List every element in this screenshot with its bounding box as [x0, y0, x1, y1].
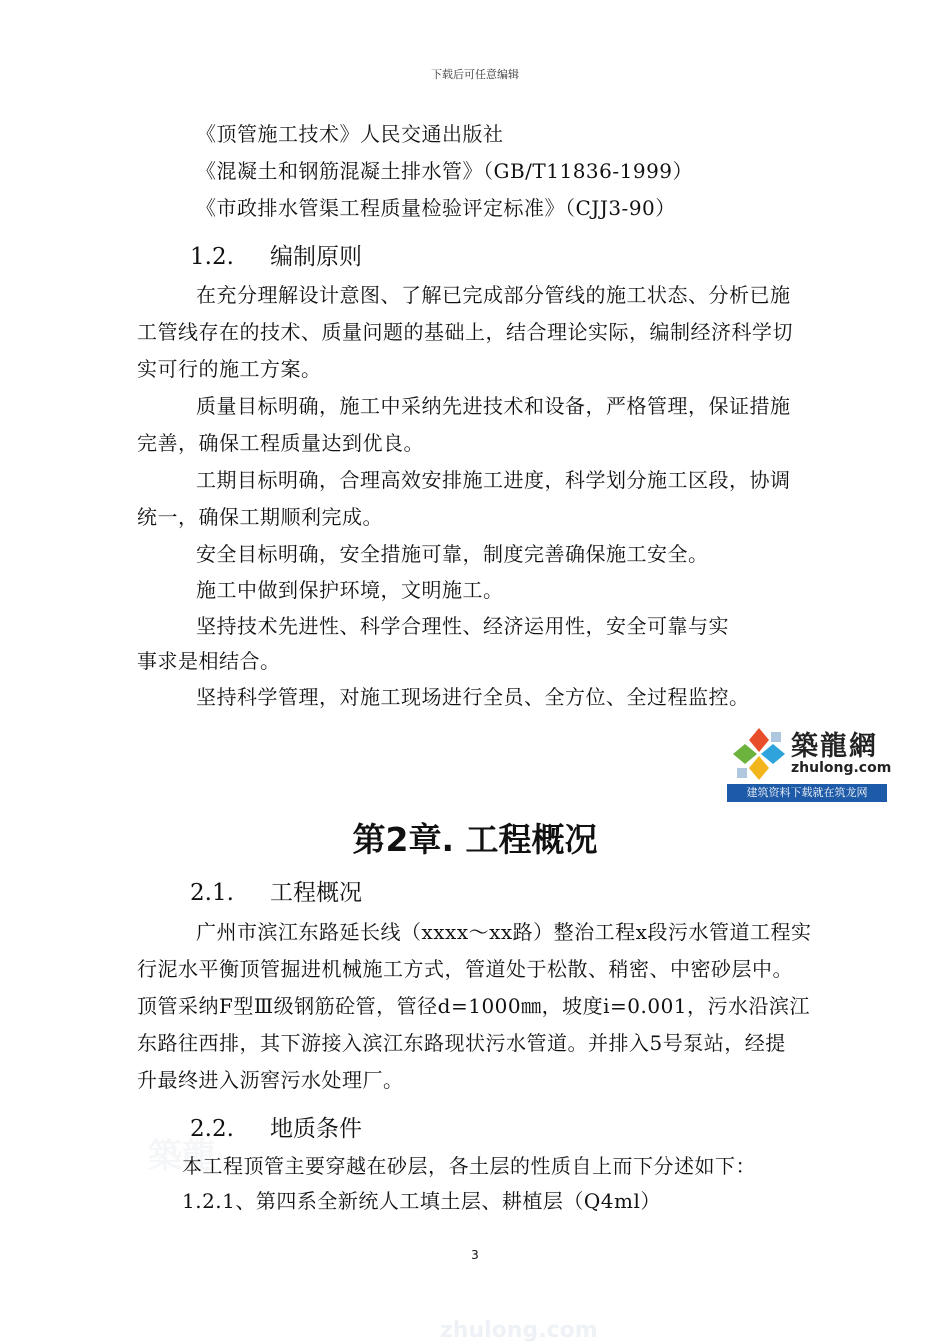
background-watermark: 築龍: [148, 1136, 216, 1176]
paragraph-line: 完善，确保工程质量达到优良。: [137, 431, 424, 455]
reference-2: 《混凝土和钢筋混凝土排水管》（GB/T11836-1999）: [196, 159, 694, 183]
section-number: 2.2.: [190, 1116, 234, 1142]
paragraph-line: 本工程顶管主要穿越在砂层，各土层的性质自上而下分述如下：: [182, 1154, 756, 1178]
header-note: 下载后可任意编辑: [431, 68, 519, 81]
paragraph-line: 工期目标明确，合理高效安排施工进度，科学划分施工区段，协调: [196, 468, 791, 492]
logo-diamond-icon: [729, 724, 789, 784]
section-title: 地质条件: [270, 1116, 362, 1142]
footer-watermark: zhulong.com: [440, 1318, 598, 1343]
paragraph-line: 坚持技术先进性、科学合理性、经济运用性，安全可靠与实: [196, 614, 729, 638]
logo-chinese-name: 築龍網: [791, 731, 878, 762]
section-2-2-heading: [190, 1114, 362, 1144]
paragraph-line: 1.2.1、第四系全新统人工填土层、耕植层（Q4ml）: [182, 1189, 661, 1213]
section-number: 2.1.: [190, 880, 234, 906]
reference-3: 《市政排水管渠工程质量检验评定标准》（CJJ3-90）: [196, 196, 676, 220]
paragraph-line: 质量目标明确，施工中采纳先进技术和设备，严格管理，保证措施: [196, 394, 791, 418]
zhulong-logo: [727, 722, 892, 802]
logo-slogan: 建筑资料下载就在筑龙网: [727, 784, 887, 802]
chapter-title: 第2章. 工程概况: [352, 820, 598, 859]
paragraph-line: 广州市滨江东路延长线（xxxx～xx路）整治工程x段污水管道工程实: [196, 920, 812, 944]
paragraph-line: 实可行的施工方案。: [137, 357, 322, 381]
paragraph-line: 施工中做到保护环境，文明施工。: [196, 578, 504, 602]
section-1-2-heading: [190, 242, 362, 272]
paragraph-line: 东路往西排，其下游接入滨江东路现状污水管道。并排入5号泵站，经提: [137, 1031, 786, 1055]
reference-1: 《顶管施工技术》人民交通出版社: [196, 122, 504, 146]
section-2-1-heading: [190, 878, 362, 908]
page-number: 3: [471, 1248, 479, 1262]
paragraph-line: 坚持科学管理，对施工现场进行全员、全方位、全过程监控。: [196, 685, 750, 709]
section-number: 1.2.: [190, 244, 234, 270]
section-title: 工程概况: [270, 880, 362, 906]
paragraph-line: 统一，确保工期顺利完成。: [137, 505, 383, 529]
paragraph-line: 安全目标明确，安全措施可靠，制度完善确保施工安全。: [196, 542, 709, 566]
section-title: 编制原则: [270, 244, 362, 270]
paragraph-line: 在充分理解设计意图、了解已完成部分管线的施工状态、分析已施: [196, 283, 791, 307]
logo-domain: zhulong.com: [791, 760, 892, 776]
paragraph-line: 工管线存在的技术、质量问题的基础上，结合理论实际，编制经济科学切: [137, 320, 793, 344]
paragraph-line: 事求是相结合。: [137, 649, 281, 673]
paragraph-line: 顶管采纳F型Ⅲ级钢筋砼管，管径d=1000㎜，坡度i=0.001，污水沿滨江: [137, 994, 811, 1018]
paragraph-line: 行泥水平衡顶管掘进机械施工方式，管道处于松散、稍密、中密砂层中。: [137, 957, 793, 981]
logo-box: [727, 722, 892, 784]
paragraph-line: 升最终进入沥窖污水处理厂。: [137, 1068, 404, 1092]
